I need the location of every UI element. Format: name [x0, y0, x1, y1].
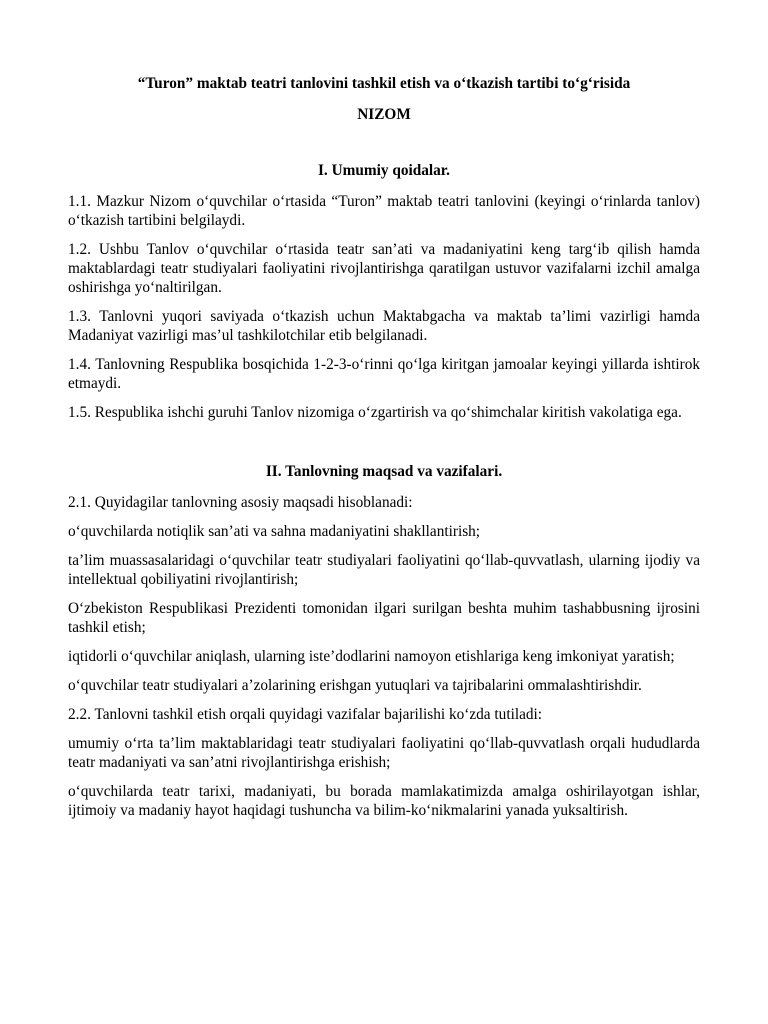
document-page	[68, 74, 700, 820]
goal-item: iqtidorli oʻquvchilar aniqlash, ularning iste’dodlarini namoyon etishlariga keng imkoniyat yaratish;	[68, 648, 675, 665]
task-item: umumiy oʻrta ta’lim maktablaridagi teatr studiyalari faoliyatini qoʻllab-quvvatlash orqali hududlarda teatr madaniyati va san’atni rivojlantirishga erishish;	[68, 735, 700, 771]
goal-item: ta’lim muassasalaridagi oʻquvchilar teatr studiyalari faoliyatini qoʻllab-quvvatlash, ularning ijodiy va intellektual qobiliyatini rivojlantirish;	[68, 552, 700, 588]
paragraph-1-4: 1.4. Tanlovning Respublika bosqichida 1-2-3-oʻrinni qoʻlga kiritgan jamoalar keyingi yillarda ishtirok etmaydi.	[68, 356, 700, 392]
section-general-rules	[68, 161, 700, 422]
goal-item: Oʻzbekiston Respublikasi Prezidenti tomonidan ilgari surilgan beshta muhim tashabbusning ijrosini tashkil etish;	[68, 600, 700, 636]
document-subtitle: NIZOM	[357, 106, 411, 123]
paragraph-2-2: 2.2. Tanlovni tashkil etish orqali quyidagi vazifalar bajarilishi koʻzda tutiladi:	[68, 706, 543, 723]
section-goals-and-tasks	[68, 462, 700, 820]
paragraph-2-1: 2.1. Quyidagilar tanlovning asosiy maqsadi hisoblanadi:	[68, 494, 413, 511]
paragraph-1-5: 1.5. Respublika ishchi guruhi Tanlov nizomiga oʻzgartirish va qoʻshimchalar kiritish vakolatiga ega.	[68, 404, 682, 421]
goal-item: oʻquvchilar teatr studiyalari a’zolarining erishgan yutuqlari va tajribalarini ommalashtirishdir.	[68, 677, 642, 694]
goal-item: oʻquvchilarda notiqlik san’ati va sahna madaniyatini shakllantirish;	[68, 523, 481, 540]
paragraph-1-3: 1.3. Tanlovni yuqori saviyada oʻtkazish uchun Maktabgacha va maktab ta’limi vazirligi hamda Madaniyat vazirligi mas’ul tashkilotchilar etib belgilanadi.	[68, 308, 700, 344]
document-title: “Turon” maktab teatri tanlovini tashkil etish va oʻtkazish tartibi toʻgʻrisida	[137, 75, 631, 92]
task-item: oʻquvchilarda teatr tarixi, madaniyati, bu borada mamlakatimizda amalga oshirilayotgan ishlar, ijtimoiy va madaniy hayot haqidagi tushuncha va bilim-koʻnikmalarini yanada yuksaltirish.	[68, 783, 700, 819]
paragraph-1-1: 1.1. Mazkur Nizom oʻquvchilar oʻrtasida “Turon” maktab teatri tanlovini (keyingi oʻrinlarda tanlov) oʻtkazish tartibini belgilaydi.	[68, 193, 700, 229]
section-heading: I. Umumiy qoidalar.	[317, 162, 451, 179]
section-heading: II. Tanlovning maqsad va vazifalari.	[265, 463, 503, 480]
paragraph-1-2: 1.2. Ushbu Tanlov oʻquvchilar oʻrtasida teatr san’ati va madaniyatini keng targʻib qilish hamda maktablardagi teatr studiyalari faoliyatini rivojlantirishga qaratilgan ustuvor vazifalarni izchil amalga oshirishga yoʻnaltirilgan.	[68, 241, 700, 296]
